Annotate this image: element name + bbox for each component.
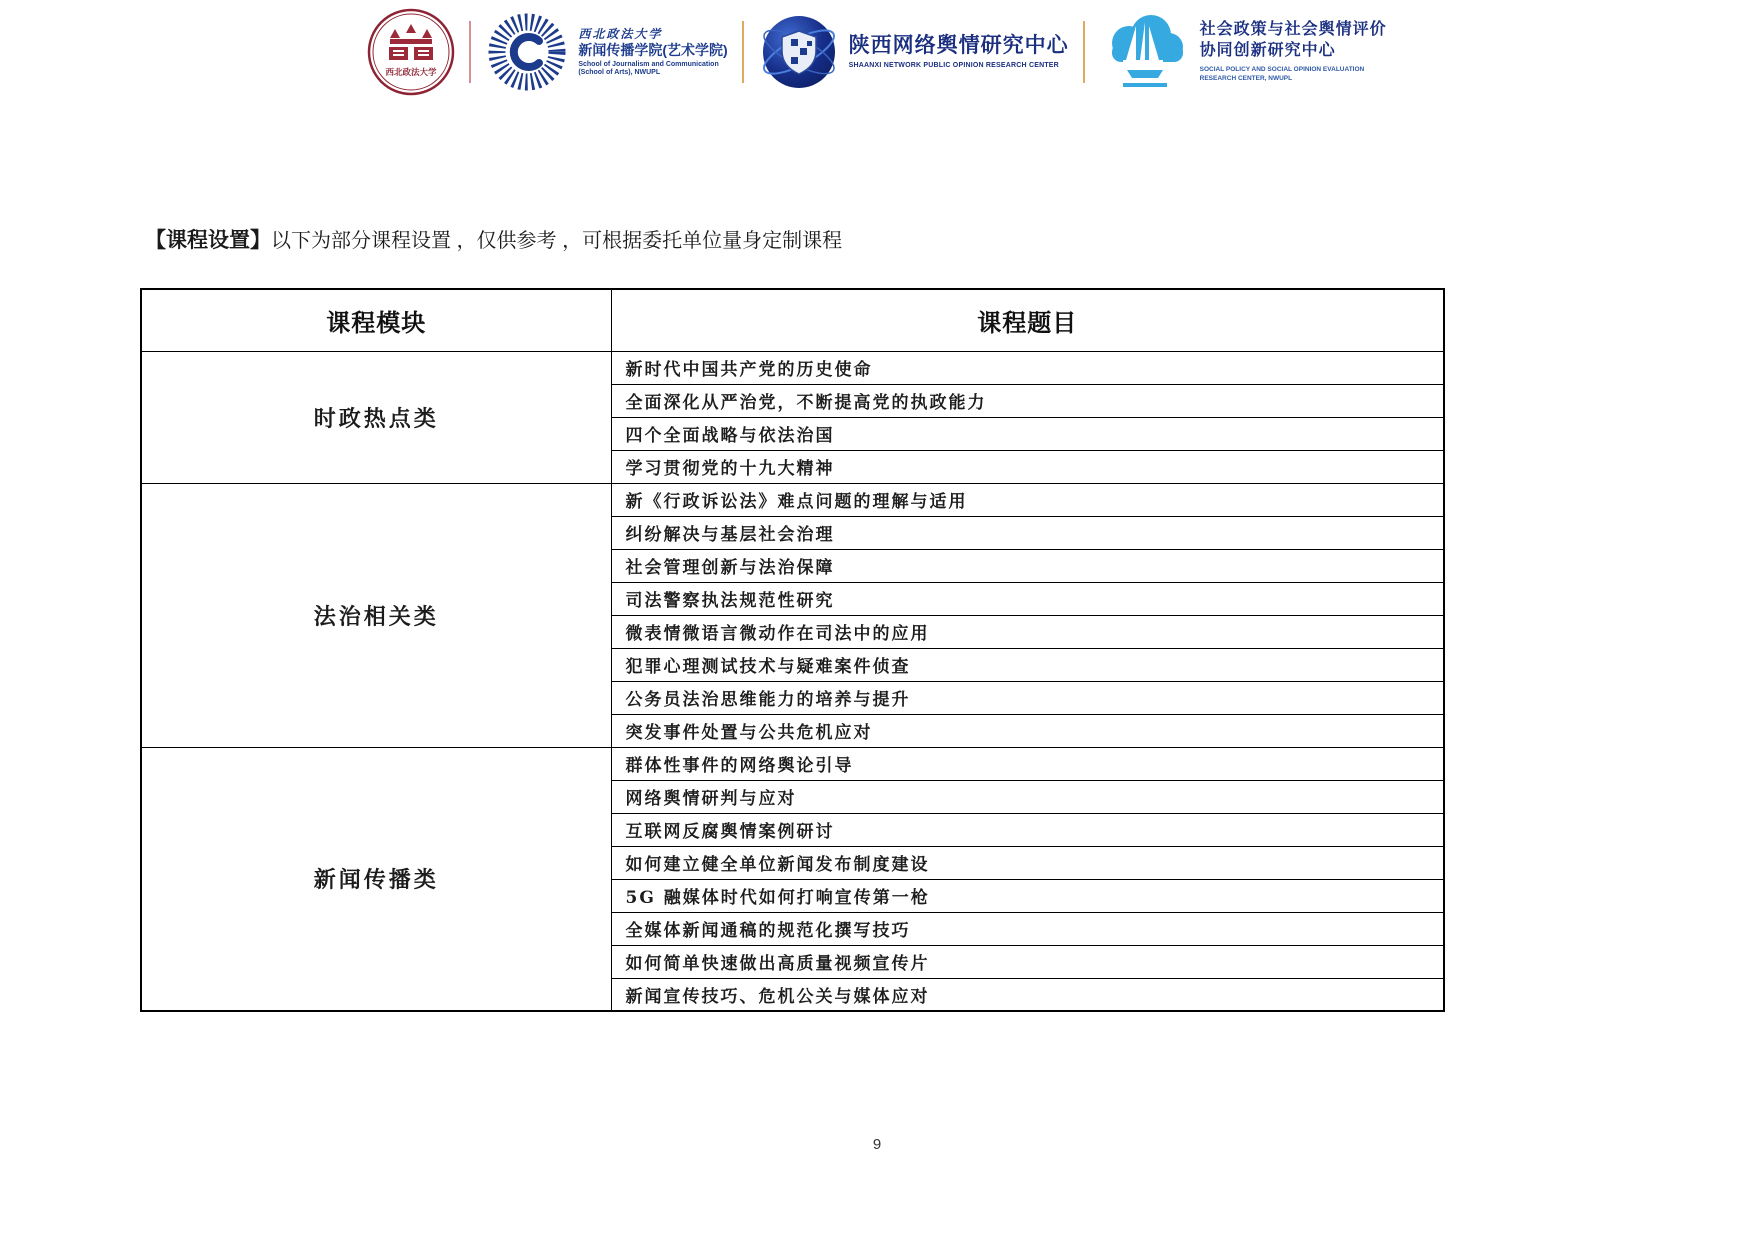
cloud-sails-icon	[1099, 12, 1191, 92]
topic-cell: 新《行政诉讼法》难点问题的理解与适用	[611, 483, 1444, 516]
header-logo-strip	[0, 8, 1754, 96]
topic-cell: 新时代中国共产党的历史使命	[611, 351, 1444, 384]
social-policy-name-line1: 社会政策与社会舆情评价	[1199, 21, 1387, 39]
topic-cell: 四个全面战略与依法治国	[611, 417, 1444, 450]
journalism-school-en-line1: School of Journalism and Communication	[578, 60, 719, 68]
logo-nwupl-seal	[367, 8, 455, 96]
logo-separator	[1083, 21, 1085, 83]
journalism-univ-script: 西北政法大学	[578, 26, 663, 41]
topic-cell: 学习贯彻党的十九大精神	[611, 450, 1444, 483]
social-policy-en-line1: SOCIAL POLICY AND SOCIAL OPINION EVALUATION	[1199, 65, 1365, 73]
social-policy-en-line2: RESEARCH CENTER, NWUPL	[1199, 75, 1293, 83]
logo-journalism-school	[485, 10, 727, 94]
topic-cell: 公务员法治思维能力的培养与提升	[611, 681, 1444, 714]
topic-cell: 5G 融媒体时代如何打响宣传第一枪	[611, 879, 1444, 912]
topic-cell: 司法警察执法规范性研究	[611, 582, 1444, 615]
journalism-school-name: 新闻传播学院(艺术学院)	[578, 41, 728, 58]
topic-cell: 社会管理创新与法治保障	[611, 549, 1444, 582]
topic-cell: 犯罪心理测试技术与疑难案件侦查	[611, 648, 1444, 681]
logo-separator	[469, 21, 471, 83]
opinion-center-name: 陕西网络舆情研究中心	[848, 34, 1069, 57]
table-header-row	[141, 289, 1444, 351]
section-heading-text: 以下为部分课程设置 ，仅供参考 ，可根据委托单位量身定制课程	[271, 230, 843, 252]
globe-shield-icon	[758, 11, 840, 93]
social-policy-name-line2: 协同创新研究中心	[1199, 42, 1336, 60]
opinion-center-en: SHAANXI NETWORK PUBLIC OPINION RESEARCH CENTER	[848, 62, 1059, 70]
module-cell: 法治相关类	[141, 483, 611, 747]
topic-cell: 网络舆情研判与应对	[611, 780, 1444, 813]
topic-cell: 纠纷解决与基层社会治理	[611, 516, 1444, 549]
topic-cell: 群体性事件的网络舆论引导	[611, 747, 1444, 780]
section-heading-bracket: 【课程设置】	[145, 229, 271, 252]
logo-social-policy-center	[1099, 12, 1387, 92]
seal-label: 西北政法大学	[385, 68, 437, 78]
logo-separator	[742, 21, 744, 83]
column-header-topic: 课程题目	[611, 289, 1444, 351]
journalism-school-en-line2: (School of Arts), NWUPL	[578, 69, 661, 77]
topic-cell: 全面深化从严治党，不断提高党的执政能力	[611, 384, 1444, 417]
logo-opinion-center	[758, 11, 1069, 93]
table-row	[141, 483, 1444, 516]
university-seal-icon	[367, 8, 455, 96]
topic-cell: 微表情微语言微动作在司法中的应用	[611, 615, 1444, 648]
topic-cell: 新闻宣传技巧、危机公关与媒体应对	[611, 978, 1444, 1011]
section-heading	[145, 226, 842, 256]
module-cell: 新闻传播类	[141, 747, 611, 1011]
table-row	[141, 747, 1444, 780]
topic-cell: 互联网反腐舆情案例研讨	[611, 813, 1444, 846]
topic-cell: 如何建立健全单位新闻发布制度建设	[611, 846, 1444, 879]
module-cell: 时政热点类	[141, 351, 611, 483]
column-header-module: 课程模块	[141, 289, 611, 351]
table-row	[141, 351, 1444, 384]
topic-cell: 全媒体新闻通稿的规范化撰写技巧	[611, 912, 1444, 945]
page-number: 9	[872, 1136, 882, 1153]
starburst-icon	[485, 10, 569, 94]
course-table	[140, 288, 1445, 1012]
topic-cell: 如何简单快速做出高质量视频宣传片	[611, 945, 1444, 978]
topic-cell: 突发事件处置与公共危机应对	[611, 714, 1444, 747]
